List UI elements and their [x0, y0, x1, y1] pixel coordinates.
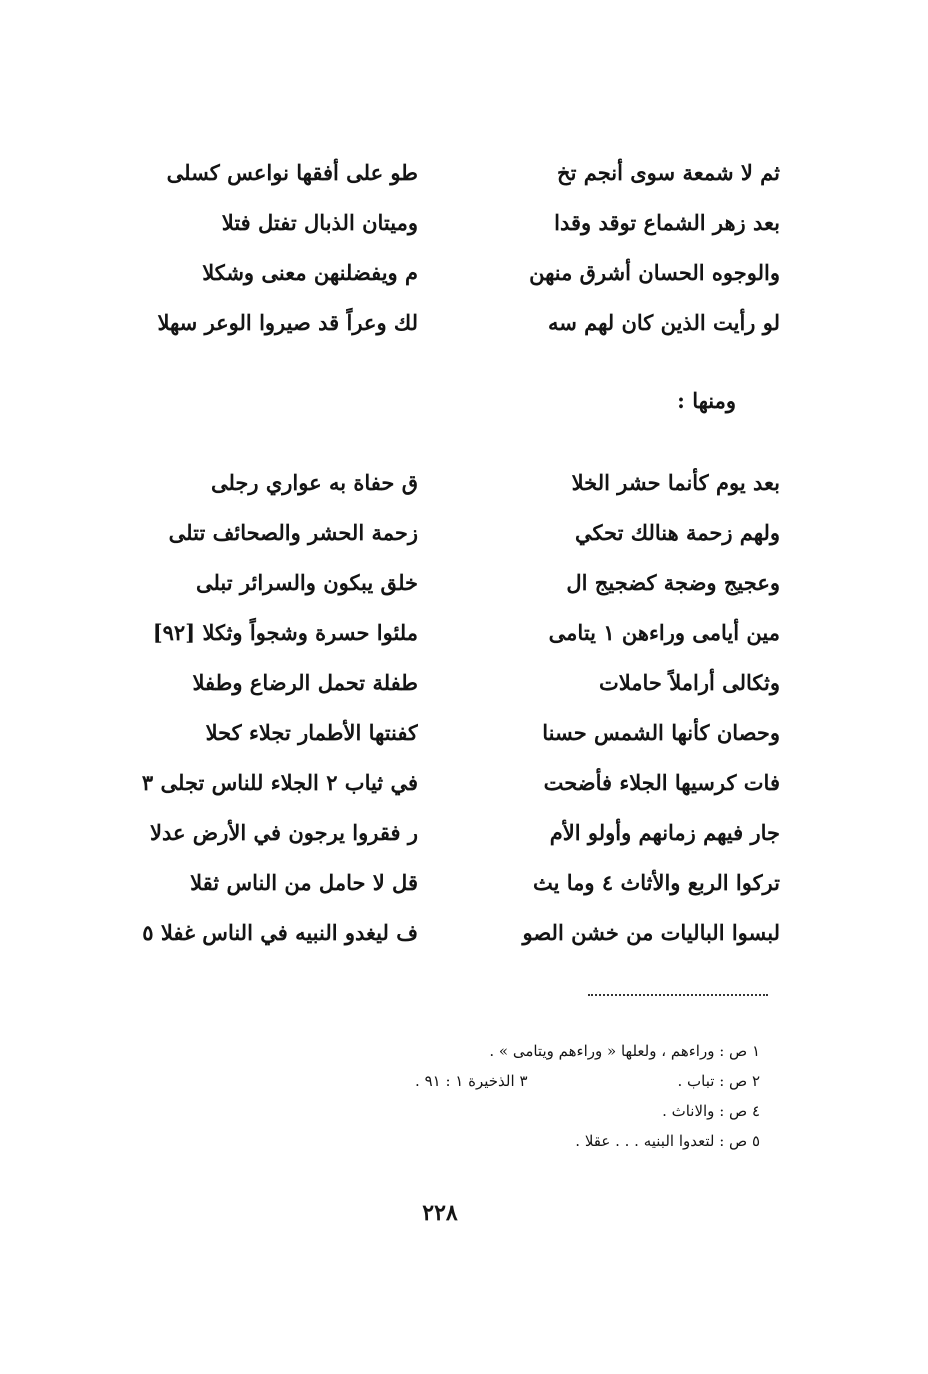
verse-first-hemistich: بعد زهر الشماع توقد وقدا [554, 210, 780, 235]
verse-line [100, 558, 780, 608]
verse-first-hemistich: وثكالى أراملاً حاملات [598, 670, 780, 695]
verse-first-hemistich: والوجوه الحسان أشرق منهن [529, 260, 780, 285]
verse-second-hemistich: في ثياب ٢ الجلاء للناس تجلى ٣ [141, 770, 418, 795]
verse-line [100, 658, 780, 708]
footnote-text: ٤ ص : والاناث . [662, 1102, 760, 1120]
section-heading: ومنها : [677, 388, 736, 413]
verse-second-hemistich: قل لا حامل من الناس ثقلا [190, 870, 418, 895]
verse-line [100, 808, 780, 858]
footnote-side-text: ٣ الذخيرة ١ : ٩١ . [415, 1072, 528, 1090]
verse-first-hemistich: تركوا الربع والأثاث ٤ وما يث [532, 870, 780, 895]
verse-first-hemistich: بعد يوم كأنما حشر الخلا [571, 470, 780, 495]
verse-first-hemistich: وحصان كأنها الشمس حسنا [542, 720, 780, 745]
verse-second-hemistich: لك وعراً قد صيروا الوعر سهلا [157, 310, 418, 335]
footnote [200, 1096, 760, 1126]
footnote-text: ٢ ص : تباب . [677, 1072, 760, 1090]
poem-block-bottom [100, 458, 780, 958]
verse-second-hemistich: ملئوا حسرة وشجواً وثكلا [٩٢] [152, 620, 418, 645]
verse-line [100, 248, 780, 298]
verse-first-hemistich: ثم لا شمعة سوى أنجم تخ [557, 160, 780, 185]
verse-line [100, 508, 780, 558]
page-number: ٢٢٨ [422, 1200, 458, 1226]
footnote-separator [588, 994, 768, 996]
verse-second-hemistich: ق حفاة به عواري رجلى [210, 470, 418, 495]
verse-line [100, 908, 780, 958]
verse-second-hemistich: زحمة الحشر والصحائف تتلى [168, 520, 418, 545]
footnote-text: ٥ ص : لتعدوا البنيه . . . عقلا . [575, 1132, 760, 1150]
verse-second-hemistich: وميتان الذبال تفتل فتلا [221, 210, 418, 235]
verse-first-hemistich: فات كرسيها الجلاء فأضحت [543, 770, 780, 795]
verse-second-hemistich: خلق يبكون والسرائر تبلى [195, 570, 418, 595]
verse-second-hemistich: طو على أفقها نواعس كسلى [166, 160, 418, 185]
verse-second-hemistich: ر فقروا يرجون في الأرض عدلا [149, 820, 418, 845]
verse-first-hemistich: مين أيامى وراءهن ١ يتامى [548, 620, 780, 645]
verse-line [100, 608, 780, 658]
verse-first-hemistich: لو رأيت الذين كان لهم سه [547, 310, 780, 335]
verse-first-hemistich: لبسوا الباليات من خشن الصو [522, 920, 780, 945]
verse-line [100, 198, 780, 248]
verse-second-hemistich: ف ليغدو النبيه في الناس غفلا ٥ [142, 920, 418, 945]
verse-second-hemistich: م ويفضلنهن معنى وشكلا [202, 260, 418, 285]
verse-line [100, 758, 780, 808]
footnote [200, 1066, 760, 1096]
verse-second-hemistich: طفلة تحمل الرضاع وطفلا [192, 670, 418, 695]
verse-first-hemistich: جار فيهم زمانهم وأولو الأم [549, 820, 780, 845]
verse-second-hemistich: كفنتها الأطمار تجلاء كحلا [205, 720, 418, 745]
footnote [200, 1036, 760, 1066]
verse-line [100, 298, 780, 348]
verse-line [100, 148, 780, 198]
verse-line [100, 708, 780, 758]
verse-line [100, 858, 780, 908]
verse-line [100, 458, 780, 508]
footnote-text: ١ ص : وراءهم ، ولعلها « وراءهم ويتامى » . [489, 1042, 760, 1060]
poem-block-top [100, 148, 780, 348]
footnotes [200, 1036, 760, 1156]
verse-first-hemistich: وعجيج وضجة كضجيج ال [566, 570, 780, 595]
footnote [200, 1126, 760, 1156]
verse-first-hemistich: ولهم زحمة هنالك تحكي [574, 520, 780, 545]
